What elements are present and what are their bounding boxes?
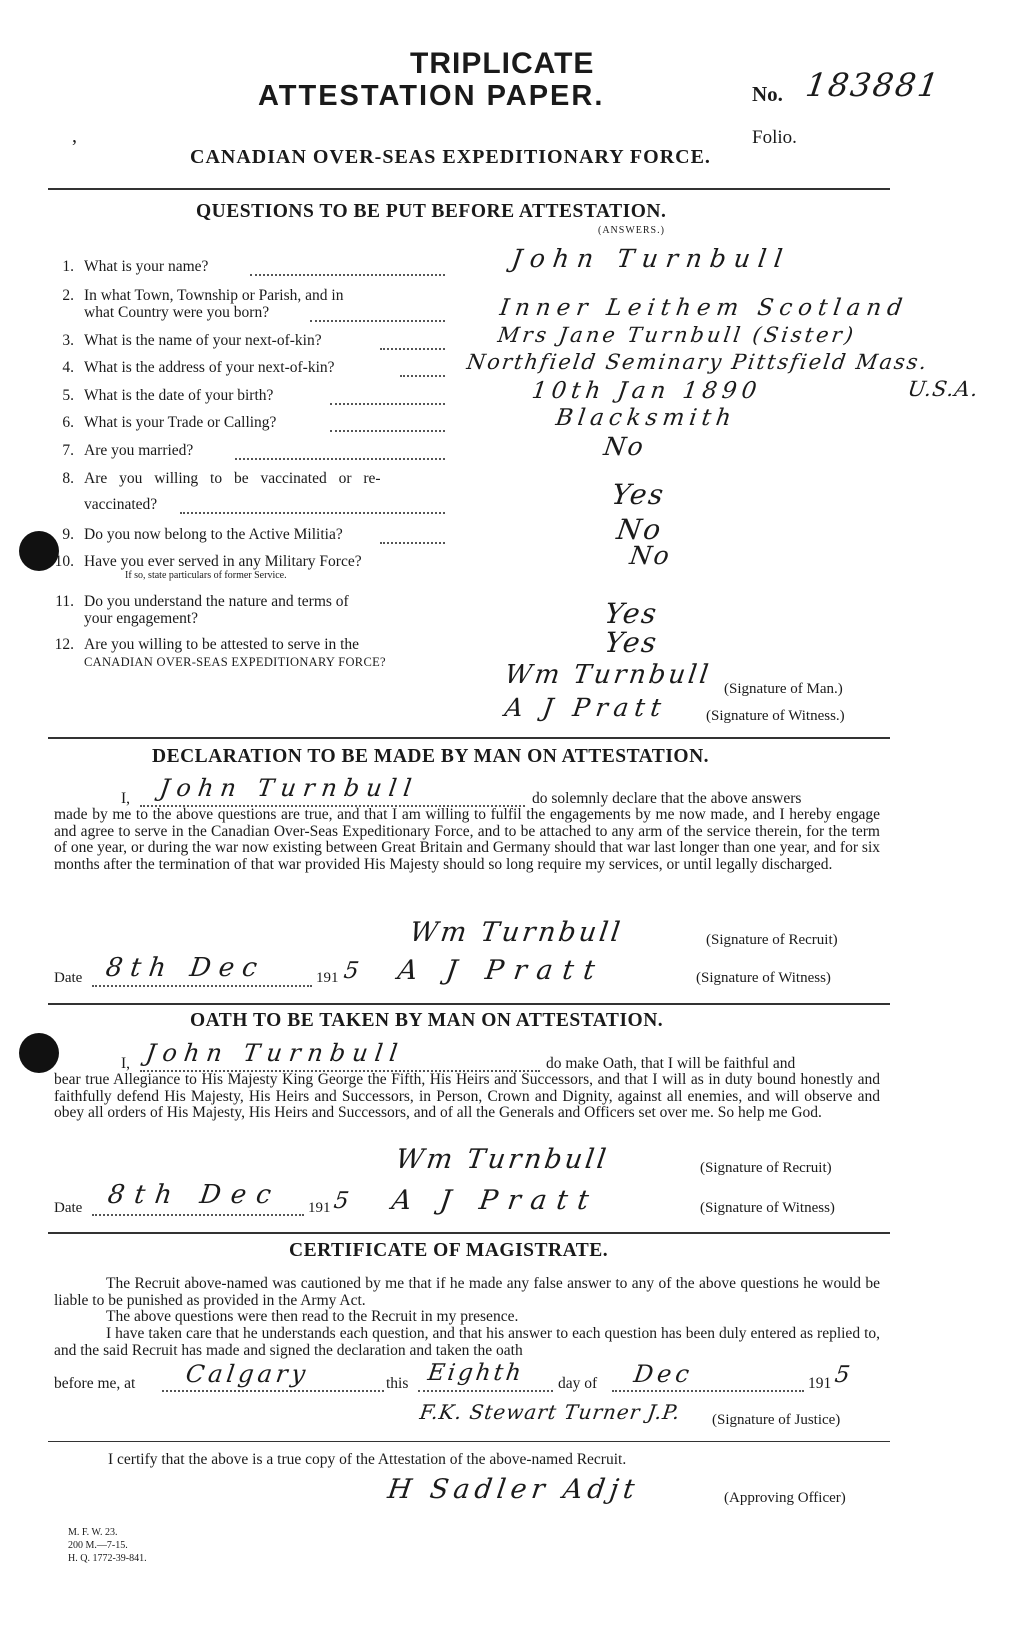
question-number: 11.: [55, 593, 74, 610]
oath-name: John Turnbull: [144, 1039, 407, 1067]
certificate-heading: CERTIFICATE OF MAGISTRATE.: [289, 1240, 609, 1261]
declaration-i: I,: [121, 790, 131, 807]
oath-text-start: do make Oath, that I will be faithful and: [546, 1055, 796, 1072]
document-title: ATTESTATION PAPER.: [258, 80, 605, 112]
question-number: 3.: [62, 332, 74, 349]
signature-witness-label: (Signature of Witness): [696, 970, 831, 986]
approving-officer-label: (Approving Officer): [724, 1490, 846, 1506]
place-line: [162, 1390, 384, 1392]
question-text: Do you now belong to the Active Militia?: [84, 526, 343, 543]
answer-kin-address-country: U.S.A.: [906, 377, 981, 401]
signature-witness-label: (Signature of Witness.): [706, 708, 845, 724]
questions-heading: QUESTIONS TO BE PUT BEFORE ATTESTATION.: [196, 201, 667, 222]
answer-married: No: [601, 432, 647, 461]
answer-birth-date: 10th Jan 1890: [530, 378, 764, 404]
declaration-signature-witness: A J Pratt: [395, 955, 607, 986]
footer-hq-ref: H. Q. 1772-39-841.: [68, 1553, 147, 1564]
question-number: 5.: [62, 387, 74, 404]
leader-dots: [380, 348, 445, 350]
oath-signature-witness: A J Pratt: [389, 1185, 601, 1216]
answer-next-of-kin: Mrs Jane Turnbull (Sister): [496, 323, 858, 347]
signature-man-label: (Signature of Man.): [724, 681, 843, 697]
answer-military-service: No: [627, 541, 673, 570]
force-title: CANADIAN OVER-SEAS EXPEDITIONARY FORCE.: [190, 146, 711, 168]
folio-label: Folio.: [752, 127, 797, 148]
question-text: Do you understand the nature and terms of: [84, 593, 349, 610]
leader-dots: [235, 458, 445, 460]
year-suffix: 5: [332, 1188, 353, 1214]
footer-print-run: 200 M.—7-15.: [68, 1540, 128, 1551]
attestation-place: Calgary: [184, 1360, 312, 1388]
year-prefix: 191: [316, 970, 339, 986]
section-rule: [48, 1003, 890, 1005]
leader-dots: [180, 512, 445, 514]
question-text-continued: your engagement?: [84, 610, 199, 627]
question-number: 10.: [54, 553, 74, 570]
question-number: 8.: [62, 470, 74, 487]
answer-name: John Turnbull: [509, 244, 793, 273]
question-number: 7.: [62, 442, 74, 459]
date-line: [92, 1214, 304, 1216]
answer-willing-to-serve: Yes: [602, 626, 661, 659]
signature-witness: A J Pratt: [502, 693, 669, 722]
signature-recruit-label: (Signature of Recruit): [700, 1160, 832, 1176]
leader-dots: [330, 403, 445, 405]
header-rule: [48, 188, 890, 190]
date-line: [92, 985, 312, 987]
answer-militia: No: [614, 513, 665, 546]
question-number: 12.: [54, 636, 74, 653]
question-text: What is the name of your next-of-kin?: [84, 332, 322, 349]
regimental-number: 183881: [803, 66, 943, 104]
triplicate-title: TRIPLICATE: [410, 47, 595, 80]
declaration-name: John Turnbull: [158, 774, 421, 802]
question-text: In what Town, Township or Parish, and in: [84, 287, 344, 304]
signature-justice: F.K. Stewart Turner J.P.: [418, 1400, 683, 1424]
answer-birthplace: Inner Leithem Scotland: [498, 295, 910, 321]
question-text: What is your name?: [84, 258, 209, 275]
section-rule: [48, 1232, 890, 1234]
answer-vaccinated: Yes: [609, 478, 668, 511]
question-number: 4.: [62, 359, 74, 376]
question-number: 6.: [62, 414, 74, 431]
section-rule: [48, 1441, 890, 1442]
year-suffix: 5: [833, 1362, 854, 1388]
declaration-text-start: do solemnly declare that the above answers: [532, 790, 802, 807]
question-text: Are you willing to be attested to serve in the: [84, 636, 360, 653]
oath-signature-recruit: Wm Turnbull: [393, 1144, 611, 1175]
answer-kin-address: Northfield Seminary Pittsfield Mass.: [465, 350, 931, 374]
question-text: What is your Trade or Calling?: [84, 414, 277, 431]
question-text-continued: vaccinated?: [84, 496, 158, 513]
leader-dots: [400, 375, 445, 377]
question-text-continued: CANADIAN OVER-SEAS EXPEDITIONARY FORCE?: [84, 655, 386, 669]
answers-label: (ANSWERS.): [598, 225, 665, 236]
certificate-body-1: The Recruit above-named was cautioned by me that if he made any false answer to any of the above questions he would be liable to be punished as provided in the Army Act.: [54, 1275, 880, 1309]
section-rule: [48, 737, 890, 739]
year-suffix: 5: [342, 958, 363, 984]
answer-trade: Blacksmith: [554, 405, 738, 431]
margin-mark: ,: [72, 125, 77, 147]
signature-witness-label: (Signature of Witness): [700, 1200, 835, 1216]
declaration-signature-recruit: Wm Turnbull: [407, 917, 625, 948]
number-label: No.: [752, 82, 783, 106]
month-line: [612, 1390, 804, 1392]
attestation-day: Eighth: [426, 1360, 526, 1386]
date-label: Date: [54, 970, 83, 986]
question-text: Have you ever served in any Military Force?: [84, 553, 362, 570]
before-me-label: before me, at: [54, 1375, 136, 1392]
leader-dots: [310, 320, 445, 322]
certificate-body-2: The above questions were then read to the Recruit in my presence.: [106, 1308, 519, 1325]
oath-heading: OATH TO BE TAKEN BY MAN ON ATTESTATION.: [190, 1010, 664, 1031]
question-number: 2.: [62, 287, 74, 304]
certify-text: I certify that the above is a true copy of the Attestation of the above-named Recruit.: [108, 1451, 627, 1468]
certificate-body-3: I have taken care that he understands each question, and that his answer to each question has been duly entered as replied to, and the said Recruit has made and signed the declaration and taken the oath: [54, 1325, 880, 1359]
declaration-date: 8th Dec: [103, 953, 267, 983]
leader-dots: [380, 542, 445, 544]
question-number: 9.: [62, 526, 74, 543]
this-label: this: [386, 1375, 409, 1392]
oath-date: 8th Dec: [105, 1180, 283, 1210]
day-of-label: day of: [558, 1375, 598, 1392]
signature-recruit-label: (Signature of Recruit): [706, 932, 838, 948]
question-text: What is the address of your next-of-kin?: [84, 359, 335, 376]
signature-man: Wm Turnbull: [502, 660, 714, 690]
question-text: Are you willing to be vaccinated or re-: [84, 470, 381, 487]
year-prefix: 191: [808, 1375, 832, 1392]
question-text: Are you married?: [84, 442, 194, 459]
oath-i: I,: [121, 1055, 131, 1072]
leader-dots: [330, 430, 445, 432]
declaration-body: made by me to the above questions are true, and that I am willing to fulfil the engagements by me now made, and I hereby engage and agree to serve in the Canadian Over-Seas Expeditionary Force, and to be attached to any arm of the service therein, for the term of one year, or during the war now existing between Great Britain and Germany should that war last longer than one year, and for six months after the termination of that war provided His Majesty should so long require my services, or until legally discharged.: [54, 806, 880, 873]
attestation-month: Dec: [632, 1360, 695, 1388]
year-prefix: 191: [308, 1200, 331, 1216]
question-number: 1.: [62, 258, 74, 275]
signature-justice-label: (Signature of Justice): [712, 1412, 841, 1428]
punch-hole-bottom: [19, 1033, 59, 1073]
answer-understand-terms: Yes: [602, 597, 661, 630]
question-note: If so, state particulars of former Service.: [125, 570, 287, 581]
declaration-heading: DECLARATION TO BE MADE BY MAN ON ATTESTATION.: [152, 746, 710, 767]
question-text-continued: what Country were you born?: [84, 304, 270, 321]
oath-body: bear true Allegiance to His Majesty King George the Fifth, His Heirs and Successors, and that I will as in duty bound honestly and faithfully defend His Majesty, His Heirs and Successors, in Person, Crown and Dignity, against all enemies, and will observe and obey all orders of His Majesty, His Heirs and Successors, and of all the Generals and Officers set over me. So help me God.: [54, 1071, 880, 1122]
question-text: What is the date of your birth?: [84, 387, 274, 404]
footer-form-code: M. F. W. 23.: [68, 1527, 118, 1538]
leader-dots: [250, 274, 445, 276]
signature-approving-officer: H Sadler Adjt: [385, 1474, 642, 1505]
date-label: Date: [54, 1200, 83, 1216]
day-line: [418, 1390, 553, 1392]
